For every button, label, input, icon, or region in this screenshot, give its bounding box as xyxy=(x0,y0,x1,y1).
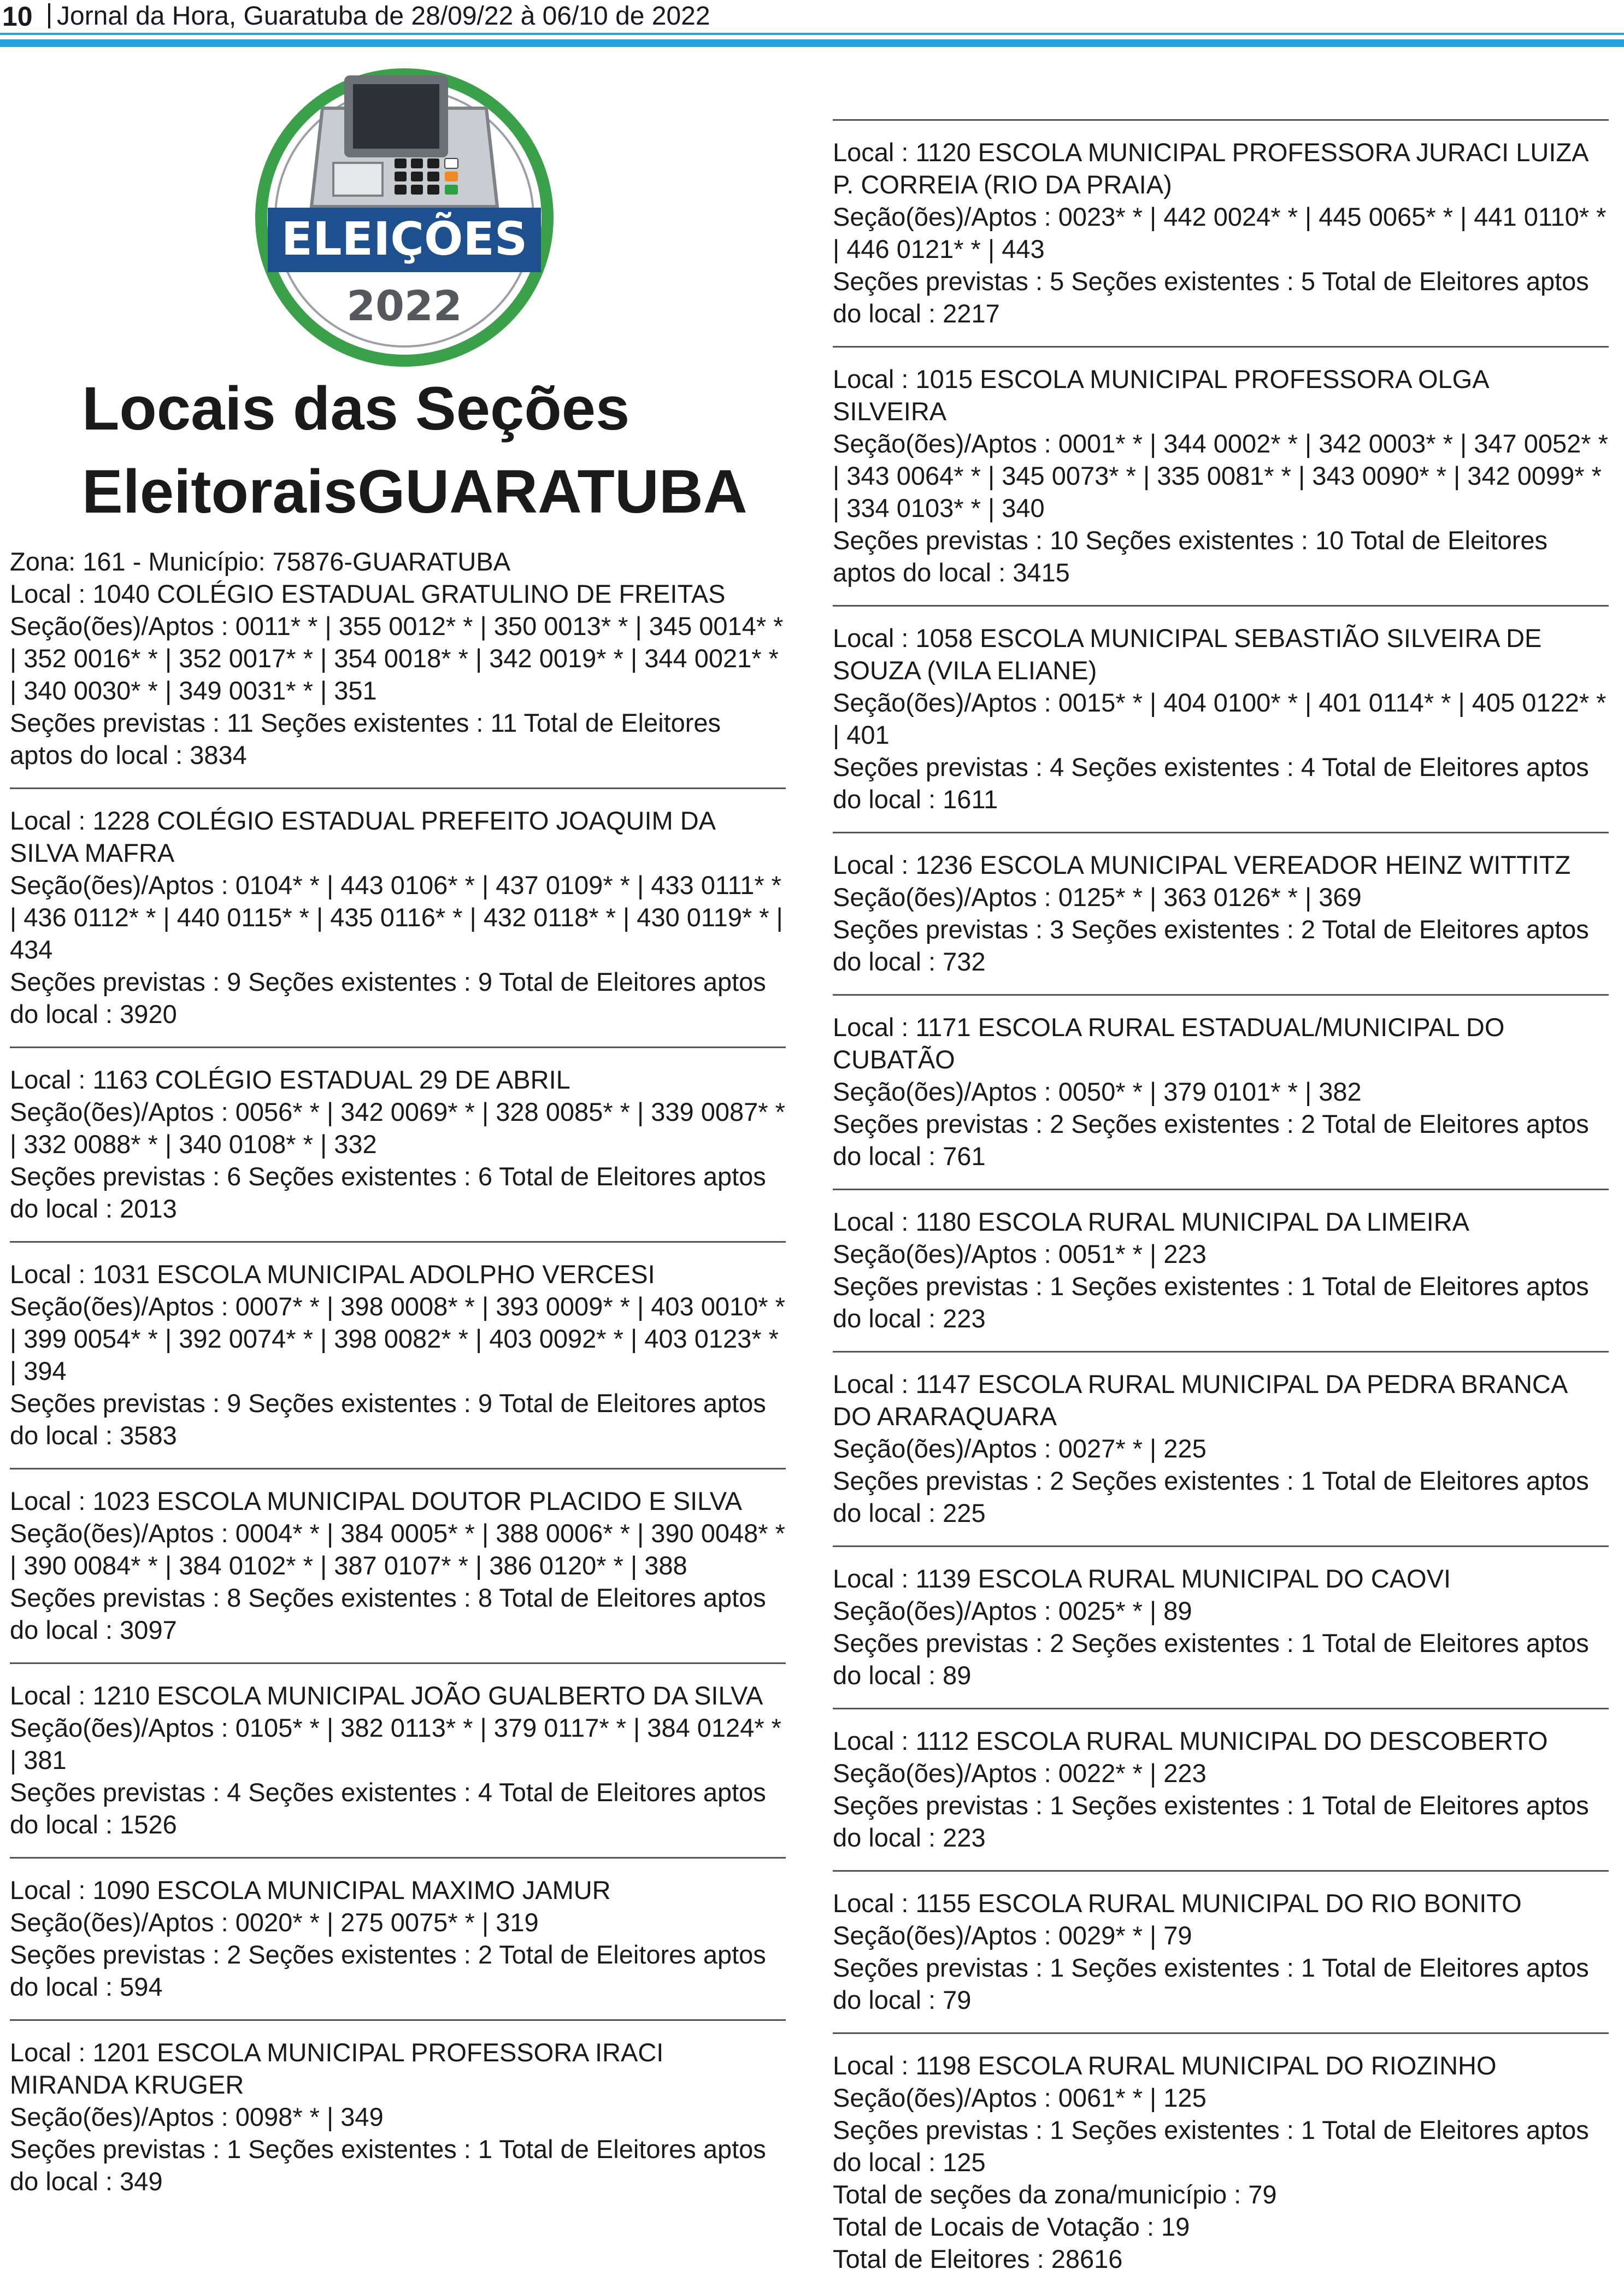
location-name: Local : 1015 ESCOLA MUNICIPAL PROFESSORA OLGA SILVEIRA xyxy=(833,365,1488,426)
entry-divider xyxy=(10,1857,786,1859)
sections-summary: Seções previstas : 9 Seções existentes : 9 Total de Eleitores aptos do local : 3583 xyxy=(10,1389,766,1450)
location-name: Local : 1228 COLÉGIO ESTADUAL PREFEITO JOAQUIM DA SILVA MAFRA xyxy=(10,806,715,867)
entry-divider xyxy=(833,119,1609,121)
totals-block xyxy=(833,2178,1609,2275)
polling-location-entry xyxy=(10,1468,786,1646)
entry-divider xyxy=(833,1870,1609,1872)
location-name: Local : 1198 ESCOLA RURAL MUNICIPAL DO RIOZINHO xyxy=(833,2051,1497,2080)
sections-summary: Seções previstas : 6 Seções existentes : 6 Total de Eleitores aptos do local : 2013 xyxy=(10,1162,766,1223)
sections-list: Seção(ões)/Aptos : 0098* * | 349 xyxy=(10,2102,384,2131)
entry-divider xyxy=(833,1708,1609,1709)
entry-divider xyxy=(10,787,786,789)
entry-divider xyxy=(10,1241,786,1243)
sections-summary: Seções previstas : 1 Seções existentes : 1 Total de Eleitores aptos do local : 79 xyxy=(833,1953,1589,2014)
right-column xyxy=(833,119,1609,2275)
polling-location-entry xyxy=(833,346,1609,589)
sections-list: Seção(ões)/Aptos : 0020* * | 275 0075* * | 319 xyxy=(10,1908,539,1937)
page-title xyxy=(82,367,792,533)
entry-divider xyxy=(833,2032,1609,2034)
location-name: Local : 1155 ESCOLA RURAL MUNICIPAL DO RIO BONITO xyxy=(833,1889,1522,1918)
sections-list: Seção(ões)/Aptos : 0061* * | 125 xyxy=(833,2083,1207,2112)
entry-divider xyxy=(833,832,1609,833)
location-name: Local : 1180 ESCOLA RURAL MUNICIPAL DA LIMEIRA xyxy=(833,1207,1469,1236)
sections-list: Seção(ões)/Aptos : 0125* * | 363 0126* * | 369 xyxy=(833,883,1362,912)
polling-location-entry xyxy=(10,1241,786,1451)
location-name: Local : 1040 COLÉGIO ESTADUAL GRATULINO DE FREITAS xyxy=(10,579,726,608)
polling-location-entry xyxy=(10,787,786,1030)
location-name: Local : 1058 ESCOLA MUNICIPAL SEBASTIÃO SILVEIRA DE SOUZA (VILA ELIANE) xyxy=(833,624,1542,685)
publication-info: Jornal da Hora, Guaratuba de 28/09/22 à 06/10 de 2022 xyxy=(57,2,710,31)
location-name: Local : 1112 ESCOLA RURAL MUNICIPAL DO DESCOBERTO xyxy=(833,1726,1548,1755)
sections-summary: Seções previstas : 1 Seções existentes : 1 Total de Eleitores aptos do local : 223 xyxy=(833,1272,1589,1333)
sections-summary: Seções previstas : 1 Seções existentes : 1 Total de Eleitores aptos do local : 125 xyxy=(833,2115,1589,2177)
sections-summary: Seções previstas : 1 Seções existentes : 1 Total de Eleitores aptos do local : 223 xyxy=(833,1791,1589,1852)
sections-summary: Seções previstas : 10 Seções existentes : 10 Total de Eleitores aptos do local : 3415 xyxy=(833,526,1548,587)
entry-divider xyxy=(833,346,1609,348)
left-column xyxy=(10,578,786,2197)
sections-list: Seção(ões)/Aptos : 0050* * | 379 0101* * | 382 xyxy=(833,1077,1362,1106)
sections-list: Seção(ões)/Aptos : 0056* * | 342 0069* * | 328 0085* * | 339 0087* * | 332 0088* * | 340 0108* * | 332 xyxy=(10,1097,785,1159)
total-locations: Total de Locais de Votação : 19 xyxy=(833,2212,1190,2241)
location-name: Local : 1236 ESCOLA MUNICIPAL VEREADOR HEINZ WITTITZ xyxy=(833,850,1571,879)
header-rule-thick xyxy=(0,39,1624,47)
polling-location-entry xyxy=(833,1708,1609,1854)
polling-location-entry xyxy=(10,2019,786,2197)
sections-summary: Seções previstas : 4 Seções existentes : 4 Total de Eleitores aptos do local : 1526 xyxy=(10,1778,766,1839)
polling-location-entry xyxy=(10,578,786,771)
sections-list: Seção(ões)/Aptos : 0007* * | 398 0008* * | 393 0009* * | 403 0010* * | 399 0054* * | 392 0074* * | 398 0082* * | 403 0092* * | 403 0123* * | 394 xyxy=(10,1292,785,1385)
sections-summary: Seções previstas : 2 Seções existentes : 2 Total de Eleitores aptos do local : 594 xyxy=(10,1940,766,2001)
entry-divider xyxy=(833,1189,1609,1190)
sections-summary: Seções previstas : 11 Seções existentes : 11 Total de Eleitores aptos do local : 3834 xyxy=(10,708,721,769)
sections-summary: Seções previstas : 9 Seções existentes : 9 Total de Eleitores aptos do local : 3920 xyxy=(10,967,766,1028)
polling-location-entry xyxy=(833,1545,1609,1691)
entry-divider xyxy=(10,1468,786,1469)
title-line-2: EleitoraisGUARATUBA xyxy=(82,457,748,526)
polling-location-entry xyxy=(833,119,1609,330)
sections-list: Seção(ões)/Aptos : 0015* * | 404 0100* * | 401 0114* * | 405 0122* * | 401 xyxy=(833,688,1607,749)
entry-divider xyxy=(833,1351,1609,1353)
logo-year: 2022 xyxy=(346,281,462,330)
elections-logo xyxy=(251,64,557,371)
polling-location-entry xyxy=(833,1189,1609,1335)
sections-summary: Seções previstas : 4 Seções existentes : 4 Total de Eleitores aptos do local : 1611 xyxy=(833,753,1589,814)
sections-list: Seção(ões)/Aptos : 0105* * | 382 0113* * | 379 0117* * | 384 0124* * | 381 xyxy=(10,1713,781,1774)
location-name: Local : 1210 ESCOLA MUNICIPAL JOÃO GUALBERTO DA SILVA xyxy=(10,1681,763,1710)
polling-location-entry xyxy=(833,2032,1609,2178)
total-sections: Total de seções da zona/município : 79 xyxy=(833,2180,1277,2209)
sections-list: Seção(ões)/Aptos : 0011* * | 355 0012* * | 350 0013* * | 345 0014* * | 352 0016* * | 352 0017* * | 354 0018* * | 342 0019* * | 344 0021* * | 340 0030* * | 349 0031* * | 351 xyxy=(10,612,784,705)
sections-summary: Seções previstas : 5 Seções existentes : 5 Total de Eleitores aptos do local : 2217 xyxy=(833,267,1589,328)
sections-list: Seção(ões)/Aptos : 0104* * | 443 0106* * | 437 0109* * | 433 0111* * | 436 0112* * | 440 0115* * | 435 0116* * | 432 0118* * | 430 0119* * | 434 xyxy=(10,871,783,964)
sections-list: Seção(ões)/Aptos : 0051* * | 223 xyxy=(833,1239,1207,1268)
sections-list: Seção(ões)/Aptos : 0004* * | 384 0005* * | 388 0006* * | 390 0048* * | 390 0084* * | 384 0102* * | 387 0107* * | 386 0120* * | 388 xyxy=(10,1519,785,1580)
location-name: Local : 1147 ESCOLA RURAL MUNICIPAL DA PEDRA BRANCA DO ARARAQUARA xyxy=(833,1369,1567,1431)
location-name: Local : 1090 ESCOLA MUNICIPAL MAXIMO JAMUR xyxy=(10,1876,611,1904)
polling-location-entry xyxy=(10,1662,786,1841)
page-number: 10 xyxy=(2,1,33,32)
polling-location-entry xyxy=(10,1857,786,2003)
total-voters: Total de Eleitores : 28616 xyxy=(833,2244,1123,2273)
entry-divider xyxy=(833,994,1609,996)
entry-divider xyxy=(10,2019,786,2021)
entry-divider xyxy=(833,1545,1609,1547)
entry-divider xyxy=(833,605,1609,607)
polling-location-entry xyxy=(833,994,1609,1172)
sections-list: Seção(ões)/Aptos : 0001* * | 344 0002* * | 342 0003* * | 347 0052* * | 343 0064* * | 345 0073* * | 335 0081* * | 343 0090* * | 342 0099* * | 334 0103* * | 340 xyxy=(833,429,1608,522)
sections-summary: Seções previstas : 1 Seções existentes : 1 Total de Eleitores aptos do local : 349 xyxy=(10,2135,766,2196)
polling-location-entry xyxy=(833,605,1609,815)
location-name: Local : 1171 ESCOLA RURAL ESTADUAL/MUNICIPAL DO CUBATÃO xyxy=(833,1013,1505,1074)
logo-banner-text: ELEIÇÕES xyxy=(281,212,528,266)
location-name: Local : 1023 ESCOLA MUNICIPAL DOUTOR PLACIDO E SILVA xyxy=(10,1486,742,1515)
sections-list: Seção(ões)/Aptos : 0029* * | 79 xyxy=(833,1921,1192,1950)
entry-divider xyxy=(10,1662,786,1664)
location-name: Local : 1139 ESCOLA RURAL MUNICIPAL DO CAOVI xyxy=(833,1564,1451,1593)
sections-summary: Seções previstas : 2 Seções existentes : 2 Total de Eleitores aptos do local : 761 xyxy=(833,1109,1589,1171)
entry-divider xyxy=(10,1047,786,1048)
sections-list: Seção(ões)/Aptos : 0022* * | 223 xyxy=(833,1759,1207,1788)
header-separator xyxy=(48,3,50,28)
zone-line: Zona: 161 - Município: 75876-GUARATUBA xyxy=(10,547,511,576)
header-rule-thin xyxy=(0,33,1624,35)
polling-location-entry xyxy=(10,1047,786,1225)
sections-list: Seção(ões)/Aptos : 0027* * | 225 xyxy=(833,1434,1207,1463)
location-name: Local : 1201 ESCOLA MUNICIPAL PROFESSORA IRACI MIRANDA KRUGER xyxy=(10,2038,664,2099)
sections-list: Seção(ões)/Aptos : 0023* * | 442 0024* * | 445 0065* * | 441 0110* * | 446 0121* * | 443 xyxy=(833,202,1607,263)
sections-list: Seção(ões)/Aptos : 0025* * | 89 xyxy=(833,1596,1192,1625)
location-name: Local : 1120 ESCOLA MUNICIPAL PROFESSORA JURACI LUIZA P. CORREIA (RIO DA PRAIA) xyxy=(833,138,1587,199)
polling-location-entry xyxy=(833,1351,1609,1529)
sections-summary: Seções previstas : 3 Seções existentes : 2 Total de Eleitores aptos do local : 732 xyxy=(833,915,1589,976)
polling-location-entry xyxy=(833,832,1609,978)
location-name: Local : 1163 COLÉGIO ESTADUAL 29 DE ABRIL xyxy=(10,1065,570,1094)
sections-summary: Seções previstas : 2 Seções existentes : 1 Total de Eleitores aptos do local : 225 xyxy=(833,1466,1589,1527)
page-header xyxy=(0,0,1624,55)
polling-location-entry xyxy=(833,1870,1609,2016)
sections-summary: Seções previstas : 8 Seções existentes : 8 Total de Eleitores aptos do local : 3097 xyxy=(10,1583,766,1644)
location-name: Local : 1031 ESCOLA MUNICIPAL ADOLPHO VERCESI xyxy=(10,1260,655,1289)
sections-summary: Seções previstas : 2 Seções existentes : 1 Total de Eleitores aptos do local : 89 xyxy=(833,1629,1589,1690)
title-line-1: Locais das Seções xyxy=(82,374,630,443)
